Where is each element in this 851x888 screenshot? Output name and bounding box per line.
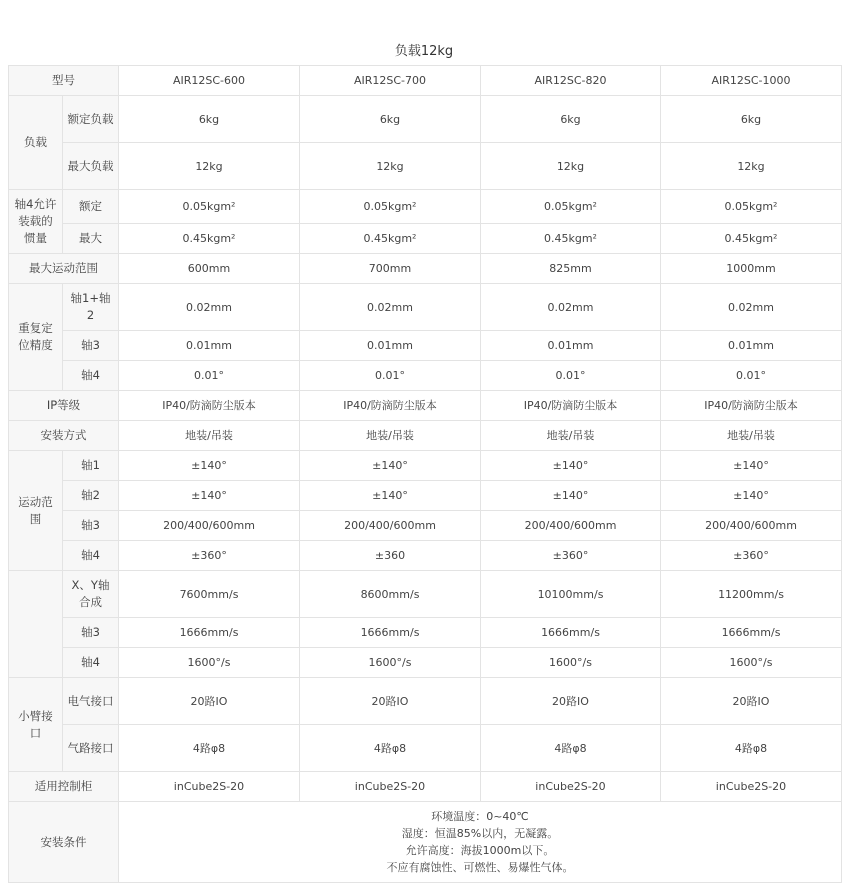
row-label-ip: IP等级 (9, 391, 119, 421)
row-label-mount: 安装方式 (9, 421, 119, 451)
table-cell: ±140° (300, 481, 481, 511)
sub-label-axis3: 轴3 (63, 618, 119, 648)
table-cell: 0.05kgm² (300, 190, 481, 224)
table-cell: inCube2S-20 (119, 772, 300, 802)
table-cell: 20路IO (300, 678, 481, 725)
table-cell: 0.02mm (300, 284, 481, 331)
range-axis1-row (9, 451, 842, 481)
table-cell: 1666mm/s (300, 618, 481, 648)
table-cell: 6kg (661, 96, 842, 143)
table-cell: 0.01° (300, 361, 481, 391)
sub-label-rated-load: 额定负载 (63, 96, 119, 143)
table-cell: inCube2S-20 (661, 772, 842, 802)
table-cell: 6kg (300, 96, 481, 143)
group-label-speed (9, 571, 63, 678)
sub-label-electrical: 电气接口 (63, 678, 119, 725)
table-cell: 200/400/600mm (119, 511, 300, 541)
group-label-motion-range: 运动范围 (9, 451, 63, 571)
table-cell: inCube2S-20 (481, 772, 661, 802)
table-cell: 12kg (661, 143, 842, 190)
sub-label-xy-composite: X、Y轴合成 (63, 571, 119, 618)
condition-line: 湿度：恒温85%以内，无凝露。 (401, 827, 559, 840)
repeatability-axis12-row (9, 284, 842, 331)
group-label-arm-interface: 小臂接口 (9, 678, 63, 772)
table-cell: 4路φ8 (481, 725, 661, 772)
install-conditions-text (119, 802, 842, 883)
table-cell: ±360° (119, 541, 300, 571)
table-cell: 200/400/600mm (661, 511, 842, 541)
ip-row (9, 391, 842, 421)
table-cell: 0.45kgm² (300, 224, 481, 254)
table-cell: 825mm (481, 254, 661, 284)
table-cell: IP40/防滴防尘版本 (300, 391, 481, 421)
row-label-install-conditions: 安装条件 (9, 802, 119, 883)
table-cell: ±140° (481, 481, 661, 511)
table-cell: 200/400/600mm (481, 511, 661, 541)
group-label-repeatability: 重复定位精度 (9, 284, 63, 391)
table-cell: 0.01mm (481, 331, 661, 361)
table-cell: 地装/吊装 (661, 421, 842, 451)
speed-xy-row (9, 571, 842, 618)
table-cell: 0.05kgm² (119, 190, 300, 224)
model-header: AIR12SC-600 (119, 66, 300, 96)
range-axis2-row (9, 481, 842, 511)
table-cell: 0.45kgm² (119, 224, 300, 254)
table-cell: 12kg (481, 143, 661, 190)
max-reach-row (9, 254, 842, 284)
table-cell: 0.01° (481, 361, 661, 391)
inertia-max-row (9, 224, 842, 254)
sub-label-axis4: 轴4 (63, 361, 119, 391)
sub-label-axis3: 轴3 (63, 331, 119, 361)
row-label-model: 型号 (9, 66, 119, 96)
speed-axis3-row (9, 618, 842, 648)
table-cell: 4路φ8 (300, 725, 481, 772)
table-cell: inCube2S-20 (300, 772, 481, 802)
table-cell: ±140° (481, 451, 661, 481)
sub-label-axis4: 轴4 (63, 541, 119, 571)
table-cell: 1600°/s (481, 648, 661, 678)
table-cell: IP40/防滴防尘版本 (661, 391, 842, 421)
table-cell: 200/400/600mm (300, 511, 481, 541)
sub-label-axis2: 轴2 (63, 481, 119, 511)
table-cell: 1666mm/s (661, 618, 842, 648)
table-cell: 0.05kgm² (661, 190, 842, 224)
condition-line: 允许高度：海拔1000m以下。 (405, 844, 555, 857)
table-cell: 8600mm/s (300, 571, 481, 618)
table-cell: 0.02mm (661, 284, 842, 331)
table-cell: 700mm (300, 254, 481, 284)
install-conditions-row (9, 802, 842, 883)
table-cell: 12kg (300, 143, 481, 190)
sub-label-axis1: 轴1 (63, 451, 119, 481)
table-cell: 20路IO (661, 678, 842, 725)
group-label-load: 负载 (9, 96, 63, 190)
table-cell: 0.01mm (119, 331, 300, 361)
electrical-row (9, 678, 842, 725)
rated-load-row (9, 96, 842, 143)
table-cell: 0.01mm (661, 331, 842, 361)
sub-label-axis12: 轴1+轴2 (63, 284, 119, 331)
table-cell: ±140° (119, 481, 300, 511)
table-cell: 1666mm/s (481, 618, 661, 648)
range-axis4-row (9, 541, 842, 571)
table-cell: 20路IO (119, 678, 300, 725)
sub-label-max: 最大 (63, 224, 119, 254)
table-cell: 12kg (119, 143, 300, 190)
page-title: 负载12kg (394, 44, 454, 59)
spec-table (8, 65, 842, 883)
mount-row (9, 421, 842, 451)
table-cell: 0.01mm (300, 331, 481, 361)
table-cell: ±360° (481, 541, 661, 571)
sub-label-axis4: 轴4 (63, 648, 119, 678)
model-header: AIR12SC-700 (300, 66, 481, 96)
condition-line: 环境温度：0~40℃ (431, 810, 529, 823)
table-cell: 地装/吊装 (481, 421, 661, 451)
sub-label-max-load: 最大负载 (63, 143, 119, 190)
table-cell: 0.02mm (119, 284, 300, 331)
table-cell: ±140° (661, 451, 842, 481)
table-cell: 10100mm/s (481, 571, 661, 618)
range-axis3-row (9, 511, 842, 541)
table-cell: ±360° (661, 541, 842, 571)
table-cell: 0.01° (661, 361, 842, 391)
table-cell: 600mm (119, 254, 300, 284)
table-cell: 1600°/s (300, 648, 481, 678)
table-cell: 1000mm (661, 254, 842, 284)
table-cell: 0.05kgm² (481, 190, 661, 224)
sub-label-axis3: 轴3 (63, 511, 119, 541)
table-cell: 0.01° (119, 361, 300, 391)
table-cell: 1600°/s (661, 648, 842, 678)
sub-label-rated: 额定 (63, 190, 119, 224)
table-cell: IP40/防滴防尘版本 (481, 391, 661, 421)
table-cell: 地装/吊装 (300, 421, 481, 451)
row-label-max-reach: 最大运动范围 (9, 254, 119, 284)
table-cell: 1600°/s (119, 648, 300, 678)
row-label-controller: 适用控制柜 (9, 772, 119, 802)
table-cell: ±360 (300, 541, 481, 571)
table-cell: 6kg (481, 96, 661, 143)
repeatability-axis3-row (9, 331, 842, 361)
model-row (9, 66, 842, 96)
inertia-rated-row (9, 190, 842, 224)
model-header: AIR12SC-820 (481, 66, 661, 96)
table-cell: ±140° (661, 481, 842, 511)
group-label-axis4-inertia: 轴4允许装载的惯量 (9, 190, 63, 254)
table-cell: IP40/防滴防尘版本 (119, 391, 300, 421)
table-cell: 0.45kgm² (661, 224, 842, 254)
table-cell: 7600mm/s (119, 571, 300, 618)
table-cell: 4路φ8 (661, 725, 842, 772)
repeatability-axis4-row (9, 361, 842, 391)
controller-row (9, 772, 842, 802)
table-cell: 0.02mm (481, 284, 661, 331)
table-cell: 地装/吊装 (119, 421, 300, 451)
table-cell: 1666mm/s (119, 618, 300, 648)
table-cell: 4路φ8 (119, 725, 300, 772)
pneumatic-row (9, 725, 842, 772)
table-cell: ±140° (300, 451, 481, 481)
table-cell: 0.45kgm² (481, 224, 661, 254)
condition-line: 不应有腐蚀性、可燃性、易爆性气体。 (386, 861, 574, 874)
table-cell: 20路IO (481, 678, 661, 725)
table-cell: ±140° (119, 451, 300, 481)
max-load-row (9, 143, 842, 190)
sub-label-pneumatic: 气路接口 (63, 725, 119, 772)
speed-axis4-row (9, 648, 842, 678)
table-cell: 11200mm/s (661, 571, 842, 618)
table-cell: 6kg (119, 96, 300, 143)
model-header: AIR12SC-1000 (661, 66, 842, 96)
